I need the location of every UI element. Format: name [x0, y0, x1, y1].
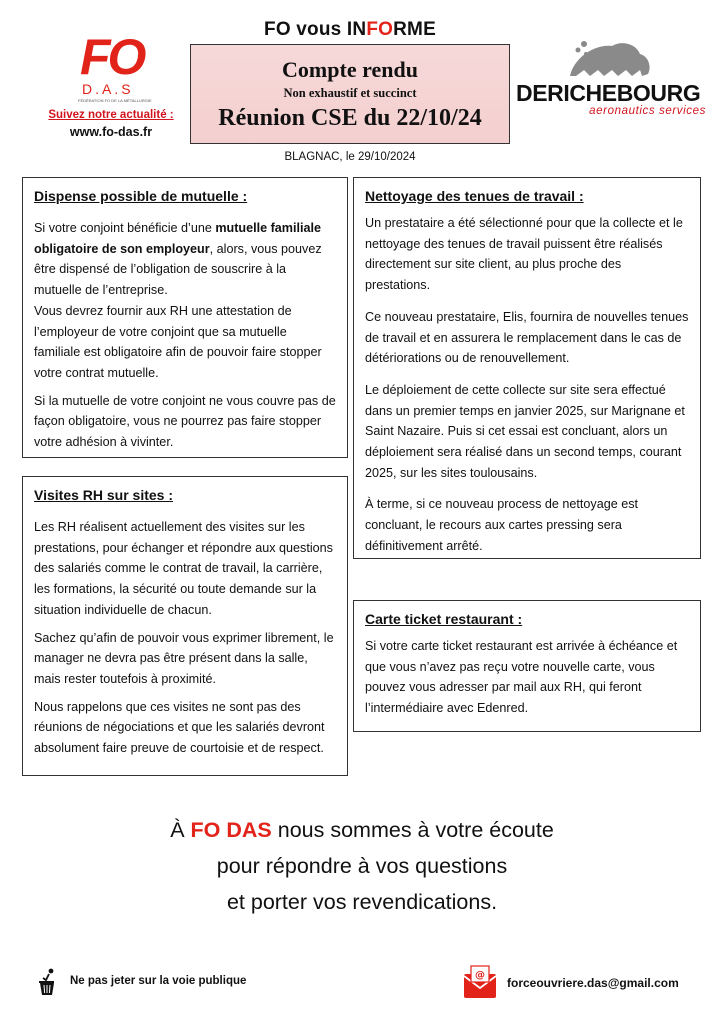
- paragraph: Les RH réalisent actuellement des visites sur les prestations, pour échanger et répondre aux questions des salariés comme le contrat de travail, la carrière, les formations, la sécurité ou toute demande sur la situation individuelle de chacun.: [34, 520, 333, 617]
- section-visites: [22, 476, 348, 776]
- text-run: À: [170, 818, 191, 842]
- closing-message: [0, 812, 724, 920]
- paragraph: [34, 218, 336, 301]
- document-date: BLAGNAC, le 29/10/2024: [284, 151, 416, 163]
- paragraph: Si la mutuelle de votre conjoint ne vous couvre pas de façon obligatoire, vous ne pourrez pas faire stopper votre adhésion à vivinter.: [34, 393, 336, 450]
- paragraph: À terme, si ce nouveau process de nettoyage est concluant, le recours aux cartes pressing sera définitivement arrêté.: [365, 497, 639, 553]
- paragraph: Un prestataire a été sélectionné pour que la collecte et le nettoyage des tenues de travail puissent être réalisés directement sur site client, au plus proche des prestations.: [365, 216, 683, 293]
- paragraph: Sachez qu’afin de pouvoir vous exprimer librement, le manager ne devra pas être présent dans la salle, mais rester toutefois à proximité.: [34, 630, 334, 686]
- svg-text:@: @: [475, 970, 485, 981]
- paragraph: Nous rappelons que ces visites ne sont pas des réunions de négociations et que les salariés devront absolument faire preuve de courtoisie et de respect.: [34, 699, 325, 756]
- company-name: DERICHEBOURG: [516, 80, 701, 106]
- text-run: nous sommes à votre écoute: [271, 818, 554, 842]
- closing-line-2: pour répondre à vos questions: [216, 854, 508, 878]
- section-title: Nettoyage des tenues de travail :: [365, 188, 584, 204]
- fo-logo-text: FO: [80, 29, 144, 85]
- paragraph: Vous devrez fournir aux RH une attestation de l’employeur de votre conjoint que sa mutuelle familiale est obligatoire afin de pouvoir faire stopper votre contrat mutuelle.: [34, 303, 322, 380]
- text-run: , alors, vous pouvez être dispensé de l’obligation de souscrire à la mutuelle de l’entreprise.: [34, 241, 322, 298]
- text-red: FO DAS: [190, 818, 272, 842]
- section-title: Carte ticket restaurant :: [365, 611, 523, 627]
- section-mutuelle: [22, 177, 348, 458]
- paragraph: Le déploiement de cette collecte sur site sera effectué dans un premier temps en janvier 2025, sur Marignane et Saint Nazaire. Puis si cet essai est concluant, alors un déploiement sera réalisé dans un second temps, courant 2025, sur les sites toulousains.: [365, 382, 685, 480]
- contact-email[interactable]: forceouvriere.das@gmail.com: [507, 976, 679, 990]
- closing-line-3: et porter vos revendications.: [226, 890, 498, 914]
- text-bold: mutuelle familiale obligatoire de son employeur: [34, 221, 322, 256]
- paragraph: Ce nouveau prestataire, Elis, fournira de nouvelles tenues de travail et en assurera le remplacement dans le cas de détériorations ou de renouvellement.: [365, 309, 689, 366]
- company-sub: aeronautics services: [589, 105, 706, 117]
- trash-icon: [36, 968, 60, 996]
- section-title: Visites RH sur sites :: [34, 487, 174, 503]
- closing-line-1: [0, 812, 724, 848]
- title-post: RME: [393, 19, 436, 40]
- page-title: [190, 19, 510, 41]
- mail-icon: [462, 964, 498, 1000]
- title-red: FO: [366, 19, 394, 40]
- text-run: Si votre conjoint bénéficie d’une: [34, 221, 216, 235]
- follow-label: Suivez notre actualité :: [48, 109, 174, 121]
- fo-das-logo: [76, 26, 152, 104]
- website-link[interactable]: www.fo-das.fr: [69, 125, 153, 139]
- report-title: Compte rendu: [282, 57, 418, 82]
- report-subtitle: Non exhaustif et succinct: [283, 86, 417, 100]
- title-pre: FO vous IN: [264, 19, 367, 40]
- section-nettoyage: [353, 177, 701, 559]
- section-title: Dispense possible de mutuelle :: [34, 188, 248, 204]
- no-throw-notice: Ne pas jeter sur la voie publique: [70, 975, 247, 987]
- section-ticket: [353, 600, 701, 732]
- meeting-title: Réunion CSE du 22/10/24: [218, 105, 482, 131]
- fo-logo-sub: D.A.S: [82, 81, 134, 97]
- report-header-box: [190, 44, 510, 144]
- paragraph: Si votre carte ticket restaurant est arrivée à échéance et que vous n’avez pas reçu votre nouvelle carte, vous pouvez vous adresser par mail aux RH, qui feront l’intermédiaire avec Edenred.: [365, 639, 678, 716]
- fo-logo-tag: FÉDÉRATION FO DE LA MÉTALLURGIE: [78, 98, 152, 103]
